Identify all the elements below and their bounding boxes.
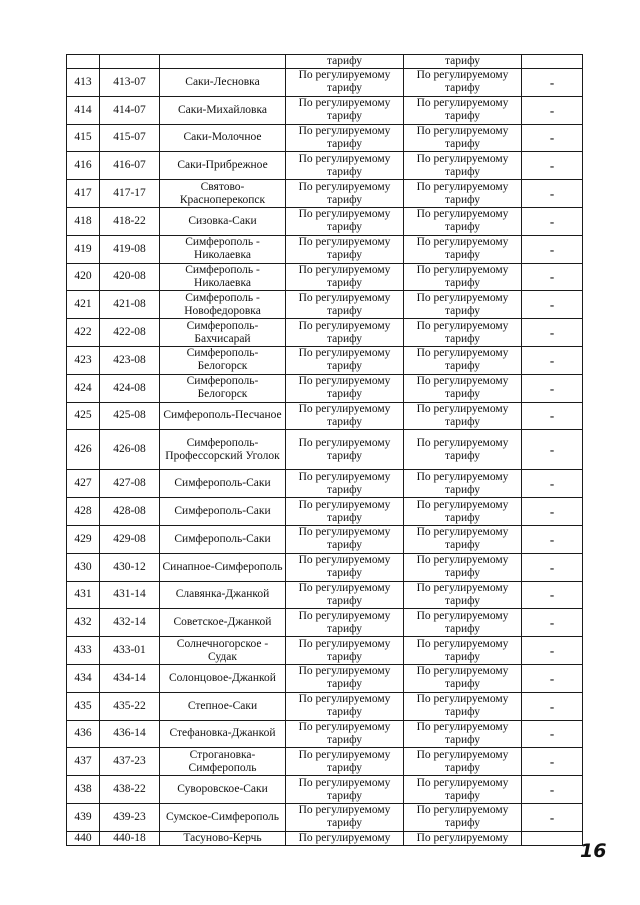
- cell-route-code: 424-08: [100, 374, 160, 402]
- cell-note: -: [522, 152, 583, 180]
- cell-number: 435: [67, 692, 100, 720]
- table-row: [67, 430, 583, 470]
- cell-tariff-1: По регулируемому тарифу: [286, 180, 404, 208]
- cell-number: 431: [67, 581, 100, 609]
- cell-route-code: 423-08: [100, 346, 160, 374]
- cell-note: -: [522, 180, 583, 208]
- cell-tariff-1: По регулируемому тарифу: [286, 207, 404, 235]
- routes-table-body: [67, 55, 583, 846]
- cell-route-name: Саки-Молочное: [160, 124, 286, 152]
- cell-tariff-1: По регулируемому тарифу: [286, 553, 404, 581]
- cell-tariff-2: По регулируемому тарифу: [404, 124, 522, 152]
- cell-route-name: Стефановка-Джанкой: [160, 720, 286, 748]
- cell-note: -: [522, 263, 583, 291]
- table-row: [67, 776, 583, 804]
- cell-route-code: 436-14: [100, 720, 160, 748]
- cell-route-code: 425-08: [100, 402, 160, 430]
- cell-tariff-1: По регулируемому тарифу: [286, 581, 404, 609]
- cell-route-name: Тасуново-Керчь: [160, 831, 286, 845]
- cell-tariff-2: По регулируемому тарифу: [404, 402, 522, 430]
- cell-tariff-2: По регулируемому тарифу: [404, 235, 522, 263]
- cell-route-name: Солнечногорское - Судак: [160, 637, 286, 665]
- cell-route-code: 429-08: [100, 525, 160, 553]
- cell-tariff-1: По регулируемому тарифу: [286, 525, 404, 553]
- cell-route-name: Саки-Михайловка: [160, 96, 286, 124]
- cell-note: -: [522, 402, 583, 430]
- cell-route-code: 435-22: [100, 692, 160, 720]
- cell-route-name: Саки-Лесновка: [160, 69, 286, 97]
- cell-note: -: [522, 69, 583, 97]
- cell-number: 427: [67, 470, 100, 498]
- table-row: [67, 748, 583, 776]
- cell-tariff-1: По регулируемому тарифу: [286, 263, 404, 291]
- cell-number: 432: [67, 609, 100, 637]
- cell-tariff-2: По регулируемому тарифу: [404, 776, 522, 804]
- cell-tariff-1: По регулируемому тарифу: [286, 637, 404, 665]
- cell-note: -: [522, 637, 583, 665]
- page-number: 16: [580, 840, 607, 862]
- cell-note: -: [522, 664, 583, 692]
- cell-route-name: Синапное-Симферополь: [160, 553, 286, 581]
- cell-route-name: Симферополь-Бахчисарай: [160, 319, 286, 347]
- cell-tariff-1: По регулируемому тарифу: [286, 235, 404, 263]
- table-row: [67, 180, 583, 208]
- table-row: [67, 525, 583, 553]
- cell-route-code: 439-23: [100, 803, 160, 831]
- cell-number: 434: [67, 664, 100, 692]
- cell-tariff-1: По регулируемому тарифу: [286, 152, 404, 180]
- cell-route-code: 426-08: [100, 430, 160, 470]
- cell-note: -: [522, 776, 583, 804]
- cell-tariff-2: По регулируемому тарифу: [404, 803, 522, 831]
- cell-note: -: [522, 525, 583, 553]
- cell-tariff-1: По регулируемому тарифу: [286, 69, 404, 97]
- table-row: [67, 609, 583, 637]
- cell-number: 437: [67, 748, 100, 776]
- cell-route-name: Славянка-Джанкой: [160, 581, 286, 609]
- table-row: [67, 96, 583, 124]
- cell-tariff-2: По регулируемому тарифу: [404, 637, 522, 665]
- cell-tariff-2: По регулируемому тарифу: [404, 748, 522, 776]
- cell-route-name: Строгановка-Симферополь: [160, 748, 286, 776]
- table-row: [67, 291, 583, 319]
- cell-tariff-2: По регулируемому тарифу: [404, 692, 522, 720]
- cell-route-code: 415-07: [100, 124, 160, 152]
- cell-note: -: [522, 319, 583, 347]
- cell-tariff-2: По регулируемому тарифу: [404, 319, 522, 347]
- cell-number: 429: [67, 525, 100, 553]
- cell-number: 414: [67, 96, 100, 124]
- table-row: [67, 553, 583, 581]
- cell-route-name: Солонцовое-Джанкой: [160, 664, 286, 692]
- table-row: [67, 637, 583, 665]
- cell-tariff-2: По регулируемому тарифу: [404, 498, 522, 526]
- cell-route-name: Советское-Джанкой: [160, 609, 286, 637]
- cell-route-code: 421-08: [100, 291, 160, 319]
- cell-number: 419: [67, 235, 100, 263]
- cell-tariff-2: тарифу: [404, 55, 522, 69]
- cell-tariff-2: По регулируемому тарифу: [404, 609, 522, 637]
- cell-route-code: 420-08: [100, 263, 160, 291]
- cell-tariff-1: По регулируемому тарифу: [286, 692, 404, 720]
- cell-route-code: 437-23: [100, 748, 160, 776]
- cell-number: 440: [67, 831, 100, 845]
- cell-note: -: [522, 374, 583, 402]
- cell-number: 430: [67, 553, 100, 581]
- table-row: [67, 346, 583, 374]
- cell-route-code: 416-07: [100, 152, 160, 180]
- table-row: [67, 124, 583, 152]
- cell-tariff-1: По регулируемому тарифу: [286, 470, 404, 498]
- cell-route-code: 418-22: [100, 207, 160, 235]
- cell-tariff-2: По регулируемому: [404, 831, 522, 845]
- cell-note: -: [522, 720, 583, 748]
- cell-route-name: Сумское-Симферополь: [160, 803, 286, 831]
- cell-route-code: 414-07: [100, 96, 160, 124]
- cell-tariff-1: По регулируемому тарифу: [286, 664, 404, 692]
- cell-number: 413: [67, 69, 100, 97]
- cell-number: 416: [67, 152, 100, 180]
- cell-tariff-1: По регулируемому тарифу: [286, 609, 404, 637]
- cell-route-name: Симферополь-Саки: [160, 498, 286, 526]
- cell-tariff-2: По регулируемому тарифу: [404, 581, 522, 609]
- cell-route-code: 431-14: [100, 581, 160, 609]
- cell-tariff-1: По регулируемому тарифу: [286, 748, 404, 776]
- table-row: [67, 402, 583, 430]
- cell-tariff-2: По регулируемому тарифу: [404, 69, 522, 97]
- cell-route-name: Симферополь-Белогорск: [160, 374, 286, 402]
- cell-tariff-1: По регулируемому тарифу: [286, 803, 404, 831]
- cell-note: -: [522, 803, 583, 831]
- cell-number: 433: [67, 637, 100, 665]
- cell-tariff-2: По регулируемому тарифу: [404, 180, 522, 208]
- cell-route-code: 417-17: [100, 180, 160, 208]
- cell-route-code: 428-08: [100, 498, 160, 526]
- cell-note: -: [522, 207, 583, 235]
- cell-number: 418: [67, 207, 100, 235]
- cell-note: -: [522, 430, 583, 470]
- cell-number: 417: [67, 180, 100, 208]
- cell-number: 420: [67, 263, 100, 291]
- table-row: [67, 374, 583, 402]
- cell-route-code: 433-01: [100, 637, 160, 665]
- cell-note: -: [522, 291, 583, 319]
- cell-route-code: 430-12: [100, 553, 160, 581]
- cell-route-name: [160, 55, 286, 69]
- cell-route-name: Саки-Прибрежное: [160, 152, 286, 180]
- cell-tariff-2: По регулируемому тарифу: [404, 525, 522, 553]
- table-row: [67, 470, 583, 498]
- cell-note: -: [522, 498, 583, 526]
- cell-tariff-1: По регулируемому тарифу: [286, 430, 404, 470]
- cell-tariff-2: По регулируемому тарифу: [404, 470, 522, 498]
- table-row: [67, 152, 583, 180]
- cell-route-code: 413-07: [100, 69, 160, 97]
- table-row: [67, 581, 583, 609]
- cell-tariff-1: По регулируемому тарифу: [286, 124, 404, 152]
- table-row: [67, 803, 583, 831]
- table-row: [67, 235, 583, 263]
- cell-number: 423: [67, 346, 100, 374]
- cell-number: 426: [67, 430, 100, 470]
- cell-tariff-1: По регулируемому тарифу: [286, 346, 404, 374]
- table-row-partial: [67, 831, 583, 845]
- cell-note: -: [522, 96, 583, 124]
- cell-route-code: 432-14: [100, 609, 160, 637]
- table-row: [67, 692, 583, 720]
- cell-tariff-1: По регулируемому тарифу: [286, 96, 404, 124]
- cell-route-name: Симферополь - Николаевка: [160, 263, 286, 291]
- cell-route-name: Сизовка-Саки: [160, 207, 286, 235]
- cell-tariff-1: По регулируемому тарифу: [286, 776, 404, 804]
- cell-route-code: 438-22: [100, 776, 160, 804]
- cell-number: 438: [67, 776, 100, 804]
- table-row: [67, 263, 583, 291]
- cell-tariff-2: По регулируемому тарифу: [404, 207, 522, 235]
- cell-route-code: 434-14: [100, 664, 160, 692]
- cell-note: -: [522, 124, 583, 152]
- cell-tariff-2: По регулируемому тарифу: [404, 346, 522, 374]
- cell-note: -: [522, 235, 583, 263]
- cell-route-name: Симферополь-Саки: [160, 470, 286, 498]
- cell-note: -: [522, 346, 583, 374]
- cell-number: 421: [67, 291, 100, 319]
- table-row-continued: [67, 55, 583, 69]
- cell-route-code: 419-08: [100, 235, 160, 263]
- cell-number: 424: [67, 374, 100, 402]
- cell-tariff-2: По регулируемому тарифу: [404, 291, 522, 319]
- cell-route-code: [100, 55, 160, 69]
- cell-route-name: Симферополь-Белогорск: [160, 346, 286, 374]
- cell-note: [522, 55, 583, 69]
- routes-table: [66, 54, 583, 846]
- cell-number: 428: [67, 498, 100, 526]
- cell-route-name: Степное-Саки: [160, 692, 286, 720]
- cell-note: -: [522, 581, 583, 609]
- cell-route-name: Симферополь-Профессорский Уголок: [160, 430, 286, 470]
- cell-route-code: 427-08: [100, 470, 160, 498]
- cell-tariff-2: По регулируемому тарифу: [404, 664, 522, 692]
- cell-route-name: Симферополь - Николаевка: [160, 235, 286, 263]
- cell-route-name: Симферополь - Новофедоровка: [160, 291, 286, 319]
- table-row: [67, 207, 583, 235]
- cell-tariff-1: По регулируемому тарифу: [286, 720, 404, 748]
- cell-note: -: [522, 609, 583, 637]
- cell-tariff-2: По регулируемому тарифу: [404, 374, 522, 402]
- cell-tariff-2: По регулируемому тарифу: [404, 263, 522, 291]
- cell-tariff-1: По регулируемому тарифу: [286, 402, 404, 430]
- cell-number: [67, 55, 100, 69]
- cell-note: -: [522, 748, 583, 776]
- cell-note: -: [522, 470, 583, 498]
- cell-tariff-2: По регулируемому тарифу: [404, 152, 522, 180]
- cell-route-code: 440-18: [100, 831, 160, 845]
- cell-tariff-1: По регулируемому тарифу: [286, 374, 404, 402]
- cell-number: 415: [67, 124, 100, 152]
- table-row: [67, 720, 583, 748]
- cell-tariff-2: По регулируемому тарифу: [404, 96, 522, 124]
- cell-tariff-1: По регулируемому тарифу: [286, 291, 404, 319]
- cell-route-name: Суворовское-Саки: [160, 776, 286, 804]
- table-row: [67, 498, 583, 526]
- cell-route-name: Симферополь-Песчаное: [160, 402, 286, 430]
- cell-number: 422: [67, 319, 100, 347]
- cell-tariff-1: По регулируемому тарифу: [286, 498, 404, 526]
- table-row: [67, 664, 583, 692]
- cell-note: -: [522, 692, 583, 720]
- cell-tariff-2: По регулируемому тарифу: [404, 430, 522, 470]
- cell-tariff-1: По регулируемому: [286, 831, 404, 845]
- cell-note: [522, 831, 583, 845]
- cell-route-code: 422-08: [100, 319, 160, 347]
- cell-route-name: Святово-Красноперекопск: [160, 180, 286, 208]
- table-row: [67, 69, 583, 97]
- cell-tariff-2: По регулируемому тарифу: [404, 720, 522, 748]
- table-row: [67, 319, 583, 347]
- cell-tariff-1: тарифу: [286, 55, 404, 69]
- cell-number: 436: [67, 720, 100, 748]
- cell-tariff-1: По регулируемому тарифу: [286, 319, 404, 347]
- cell-route-name: Симферополь-Саки: [160, 525, 286, 553]
- cell-tariff-2: По регулируемому тарифу: [404, 553, 522, 581]
- cell-note: -: [522, 553, 583, 581]
- cell-number: 439: [67, 803, 100, 831]
- cell-number: 425: [67, 402, 100, 430]
